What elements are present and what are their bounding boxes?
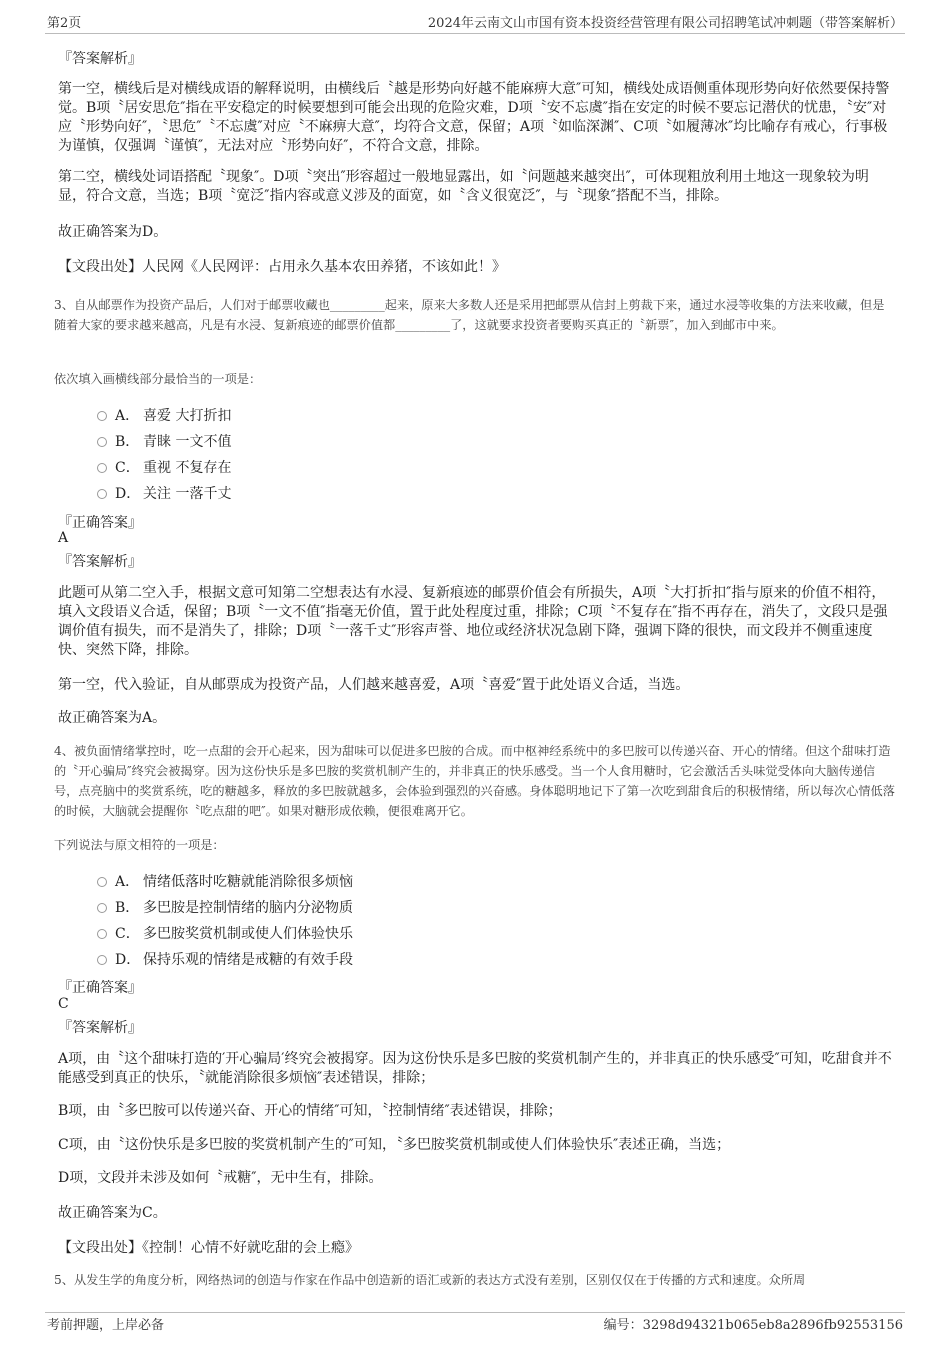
document-id-label: 编号： [603, 1318, 643, 1333]
q4-option-a[interactable]: A． 情绪低落时吃糖就能消除很多烦恼 [97, 871, 353, 891]
q4-source: 【文段出处】《控制！心情不好就吃甜的会上瘾》 [58, 1240, 359, 1256]
radio-icon[interactable] [97, 463, 107, 473]
radio-icon[interactable] [97, 929, 107, 939]
q2-analysis-p2: 第二空，横线处词语搭配〝现象″。D项〝突出″形容超过一般地显露出，如〝问题越来越突出″，可体现粗放利用土地这一现象较为明显，符合文意，当选；B项〝宽泛″指内容或意义涉及的面宽，如〝含义很宽泛″，与〝现象″搭配不当，排除。 [58, 169, 869, 204]
q4-option-b[interactable]: B． 多巴胺是控制情绪的脑内分泌物质 [97, 897, 353, 917]
q3-option-c[interactable]: C． 重视 不复存在 [97, 457, 231, 477]
q2-source: 【文段出处】人民网《人民网评：占用永久基本农田养猪，不该如此！》 [58, 259, 506, 275]
radio-icon[interactable] [97, 903, 107, 913]
q4-analysis-pc: C项，由〝这份快乐是多巴胺的奖赏机制产生的″可知，〝多巴胺奖赏机制或使人们体验快乐″表述正确，当选； [58, 1137, 731, 1153]
q4-analysis-pd: D项，文段并未涉及如何〝戒糖″，无中生有，排除。 [58, 1170, 383, 1186]
q4-analysis-pa: A项，由〝这个甜味打造的′开心骗局′终究会被揭穿。因为这份快乐是多巴胺的奖赏机制产生的，并非真正的快乐感受″可知，吃甜食并不能感受到真正的快乐，〝就能消除很多烦恼″表述错误，排除； [58, 1051, 892, 1086]
radio-icon[interactable] [97, 877, 107, 887]
q4-prompt: 下列说法与原文相符的一项是： [54, 838, 225, 852]
q4-answer-label: 『正确答案』 [58, 980, 142, 996]
q4-analysis-pb: B项，由〝多巴胺可以传递兴奋、开心的情绪″可知，〝控制情绪″表述错误，排除； [58, 1103, 562, 1119]
q3-option-d[interactable]: D． 关注 一落千丈 [97, 483, 231, 503]
radio-icon[interactable] [97, 489, 107, 499]
radio-icon[interactable] [97, 411, 107, 421]
q3-analysis-p2: 第一空，代入验证，自从邮票成为投资产品，人们越来越喜爱，A项〝喜爱″置于此处语义合适，当选。 [58, 677, 690, 693]
document-title: 2024年云南文山市国有资本投资经营管理有限公司招聘笔试冲刺题（带答案解析） [427, 16, 903, 31]
page-footer [45, 1314, 905, 1334]
q4-text: 4、被负面情绪掌控时，吃一点甜的会开心起来，因为甜味可以促进多巴胺的合成。而中枢神经系统中的多巴胺可以传递兴奋、开心的情绪。但这个甜味打造的〝开心骗局″终究会被揭穿。因为这份快乐是多巴胺的奖赏机制产生的，并非真正的快乐感受。当一个人食用糖时，它会激活舌头味觉受体向大脑传递信号，点亮脑中的奖赏系统，吃的糖越多，释放的多巴胺就越多，会体验到强烈的兴奋感。身体聪明地记下了第一次吃到甜食后的积极情绪，所以每次心情低落的时候，大脑就会提醒你〝吃点甜的吧″。如果对糖形成依赖，便很难离开它。 [54, 744, 895, 818]
q4-analysis-label: 『答案解析』 [58, 1020, 142, 1036]
q4-conclusion: 故正确答案为C。 [58, 1205, 167, 1221]
q2-analysis-p1: 第一空，横线后是对横线成语的解释说明，由横线后〝越是形势向好越不能麻痹大意″可知，横线处成语侧重体现形势向好依然要保持警觉。B项〝居安思危″指在平安稳定的时候要想到可能会出现的危险灾难，D项〝安不忘虞″指在安定的时候不要忘记潜伏的忧患，〝安″对应〝形势向好″，〝思危″〝不忘虞″对应〝不麻痹大意″，均符合文意，保留；A项〝如临深渊″、C项〝如履薄冰″均比喻存有戒心，行事极为谨慎，仅强调〝谨慎″，无法对应〝形势向好″，不符合文意，排除。 [58, 81, 890, 154]
footer-divider [45, 1312, 905, 1313]
radio-icon[interactable] [97, 437, 107, 447]
document-id-value: 3298d94321b065eb8a2896fb92553156 [642, 1318, 903, 1333]
q4-answer: C [58, 996, 69, 1012]
q2-conclusion: 故正确答案为D。 [58, 224, 168, 240]
q3-prompt: 依次填入画横线部分最恰当的一项是： [54, 372, 262, 386]
document-id [604, 1314, 903, 1333]
q3-analysis-p1: 此题可从第二空入手，根据文意可知第二空想表达有水浸、复新痕迹的邮票价值会有所损失，A项〝大打折扣″指与原来的价值不相符，填入文段语义合适，保留；B项〝一文不值″指毫无价值，置于此处程度过重，排除；C项〝不复存在″指不再存在，消失了，文段只是强调价值有损失，而不是消失了，排除；D项〝一落千丈″形容声誉、地位或经济状况急剧下降，强调下降的很快，而文段并不侧重速度快、突然下降，排除。 [58, 585, 888, 658]
radio-icon[interactable] [97, 955, 107, 965]
page-number: 第2页 [47, 16, 82, 31]
q3-text: 3、自从邮票作为投资产品后，人们对于邮票收藏也_________起来，原来大多数人还是采用把邮票从信封上剪裁下来，通过水浸等收集的方法来收藏，但是随着大家的要求越来越高，凡是有水浸、复新痕迹的邮票价值都_________了，这就要求投资者要购买真正的〝新票″，加入到邮市中来。 [54, 298, 885, 332]
q5-text: 5、从发生学的角度分析，网络热词的创造与作家在作品中创造新的语汇或新的表达方式没有差别，区别仅仅在于传播的方式和速度。众所周 [54, 1273, 806, 1287]
q2-analysis-label: 『答案解析』 [58, 51, 142, 67]
q3-answer: A [58, 530, 69, 546]
q3-analysis-label: 『答案解析』 [58, 554, 142, 570]
q4-option-d[interactable]: D． 保持乐观的情绪是戒糖的有效手段 [97, 949, 353, 969]
q3-conclusion: 故正确答案为A。 [58, 710, 167, 726]
footer-slogan: 考前押题，上岸必备 [47, 1318, 165, 1333]
q3-option-a[interactable]: A． 喜爱 大打折扣 [97, 405, 231, 425]
q3-answer-label: 『正确答案』 [58, 515, 142, 531]
q3-option-b[interactable]: B． 青睐 一文不值 [97, 431, 231, 451]
q4-option-c[interactable]: C． 多巴胺奖赏机制或使人们体验快乐 [97, 923, 353, 943]
